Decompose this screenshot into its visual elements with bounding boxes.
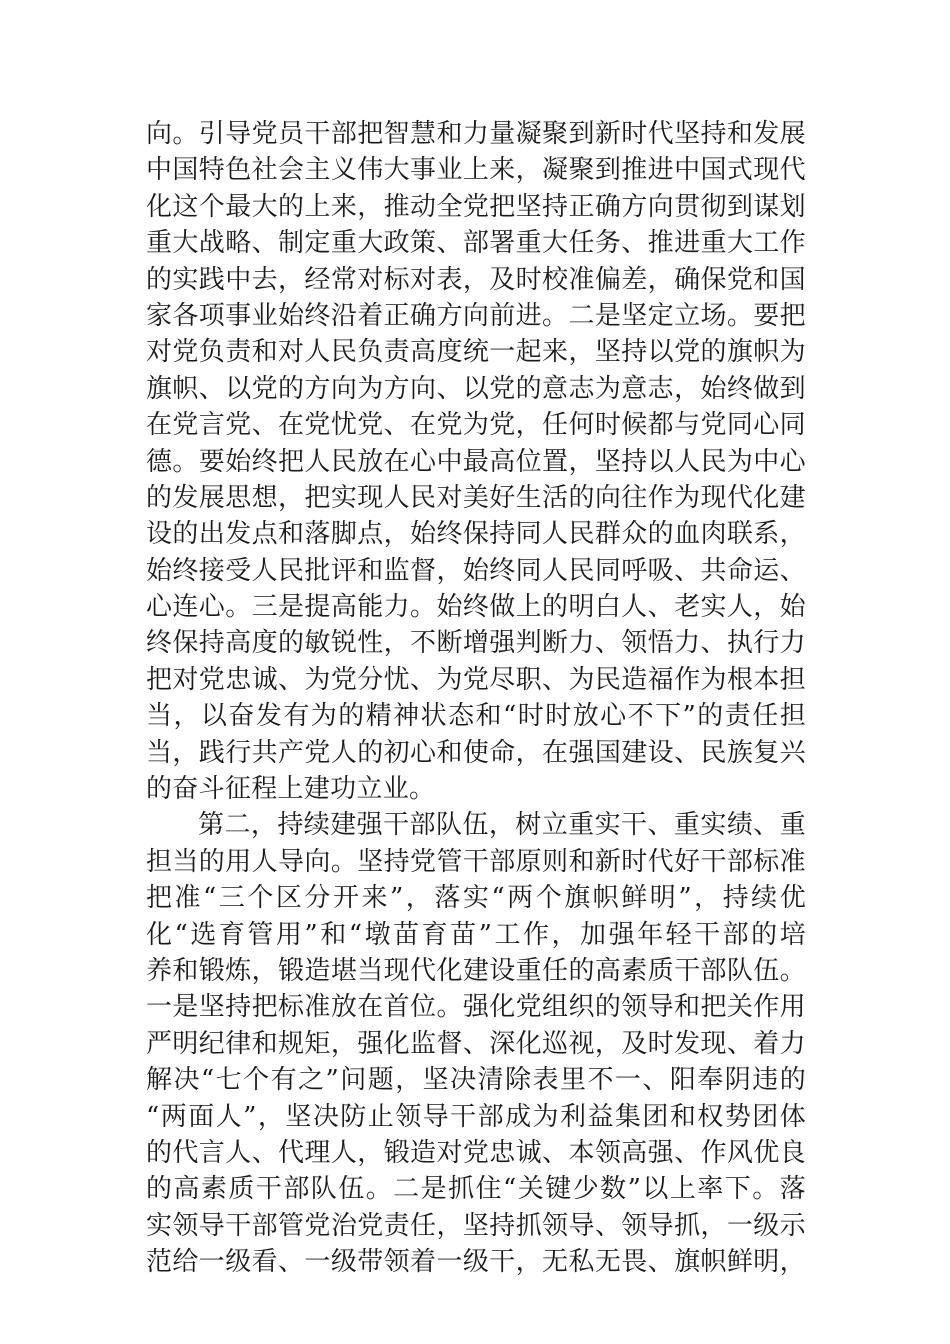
text-line: 的实践中去，经常对标对表，及时校准偏差，确保党和国	[146, 264, 806, 295]
text-line: 心连心。三是提高能力。始终做上的明白人、老实人，始	[146, 592, 806, 623]
text-line: 化这个最大的上来，推动全党把坚持正确方向贯彻到谋划	[146, 191, 806, 222]
text-line: 解决“七个有之”问题，坚决清除表里不一、阳奉阴违的	[146, 1065, 806, 1096]
text-line: 养和锻炼，锻造堪当现代化建设重任的高素质干部队伍。	[146, 955, 806, 986]
text-line: 的高素质干部队伍。二是抓住“关键少数”以上率下。落	[146, 1174, 806, 1205]
text-line: 的发展思想，把实现人民对美好生活的向往作为现代化建	[146, 482, 806, 513]
text-line: 旗帜、以党的方向为方向、以党的意志为意志，始终做到	[146, 373, 806, 404]
text-line: 德。要始终把人民放在心中最高位置，坚持以人民为中心	[146, 446, 806, 477]
text-line: 当，以奋发有为的精神状态和“时时放心不下”的责任担	[146, 701, 806, 732]
text-line: 实领导干部管党治党责任，坚持抓领导、领导抓，一级示	[146, 1210, 806, 1241]
text-line: 对党负责和对人民负责高度统一起来，坚持以党的旗帜为	[146, 337, 806, 368]
text-line: “两面人”，坚决防止领导干部成为利益集团和权势团体	[146, 1101, 806, 1132]
text-line: 在党言党、在党忧党、在党为党，任何时候都与党同心同	[146, 410, 806, 441]
text-line: 当，践行共产党人的初心和使命，在强国建设、民族复兴	[146, 737, 806, 768]
paragraph-end-line: 的奋斗征程上建功立业。	[146, 774, 436, 805]
text-line: 设的出发点和落脚点，始终保持同人民群众的血肉联系，	[146, 519, 806, 550]
text-line: 终保持高度的敏锐性，不断增强判断力、领悟力、执行力	[146, 628, 806, 659]
text-line: 化“选育管用”和“墩苗育苗”工作，加强年轻干部的培	[146, 919, 806, 950]
text-line: 严明纪律和规矩，强化监督、深化巡视，及时发现、着力	[146, 1028, 806, 1059]
text-line: 把对党忠诚、为党分忧、为党尽职、为民造福作为根本担	[146, 664, 806, 695]
text-line: 的代言人、代理人，锻造对党忠诚、本领高强、作风优良	[146, 1137, 806, 1168]
text-line: 始终接受人民批评和监督，始终同人民同呼吸、共命运、	[146, 555, 806, 586]
text-line: 家各项事业始终沿着正确方向前进。二是坚定立场。要把	[146, 300, 806, 331]
paragraph-start-line: 第二，持续建强干部队伍，树立重实干、重实绩、重	[198, 810, 806, 841]
text-line: 中国特色社会主义伟大事业上来，凝聚到推进中国式现代	[146, 155, 806, 186]
text-line: 向。引导党员干部把智慧和力量凝聚到新时代坚持和发展	[146, 119, 806, 149]
text-line: 把准“三个区分开来”，落实“两个旗帜鲜明”，持续优	[146, 883, 806, 914]
text-line: 担当的用人导向。坚持党管干部原则和新时代好干部标准	[146, 846, 806, 877]
body-text	[146, 116, 806, 1281]
text-line: 范给一级看、一级带领着一级干，无私无畏、旗帜鲜明，	[146, 1247, 806, 1278]
text-line: 重大战略、制定重大政策、部署重大任务、推进重大工作	[146, 228, 806, 259]
text-line: 一是坚持把标准放在首位。强化党组织的领导和把关作用	[146, 992, 806, 1023]
